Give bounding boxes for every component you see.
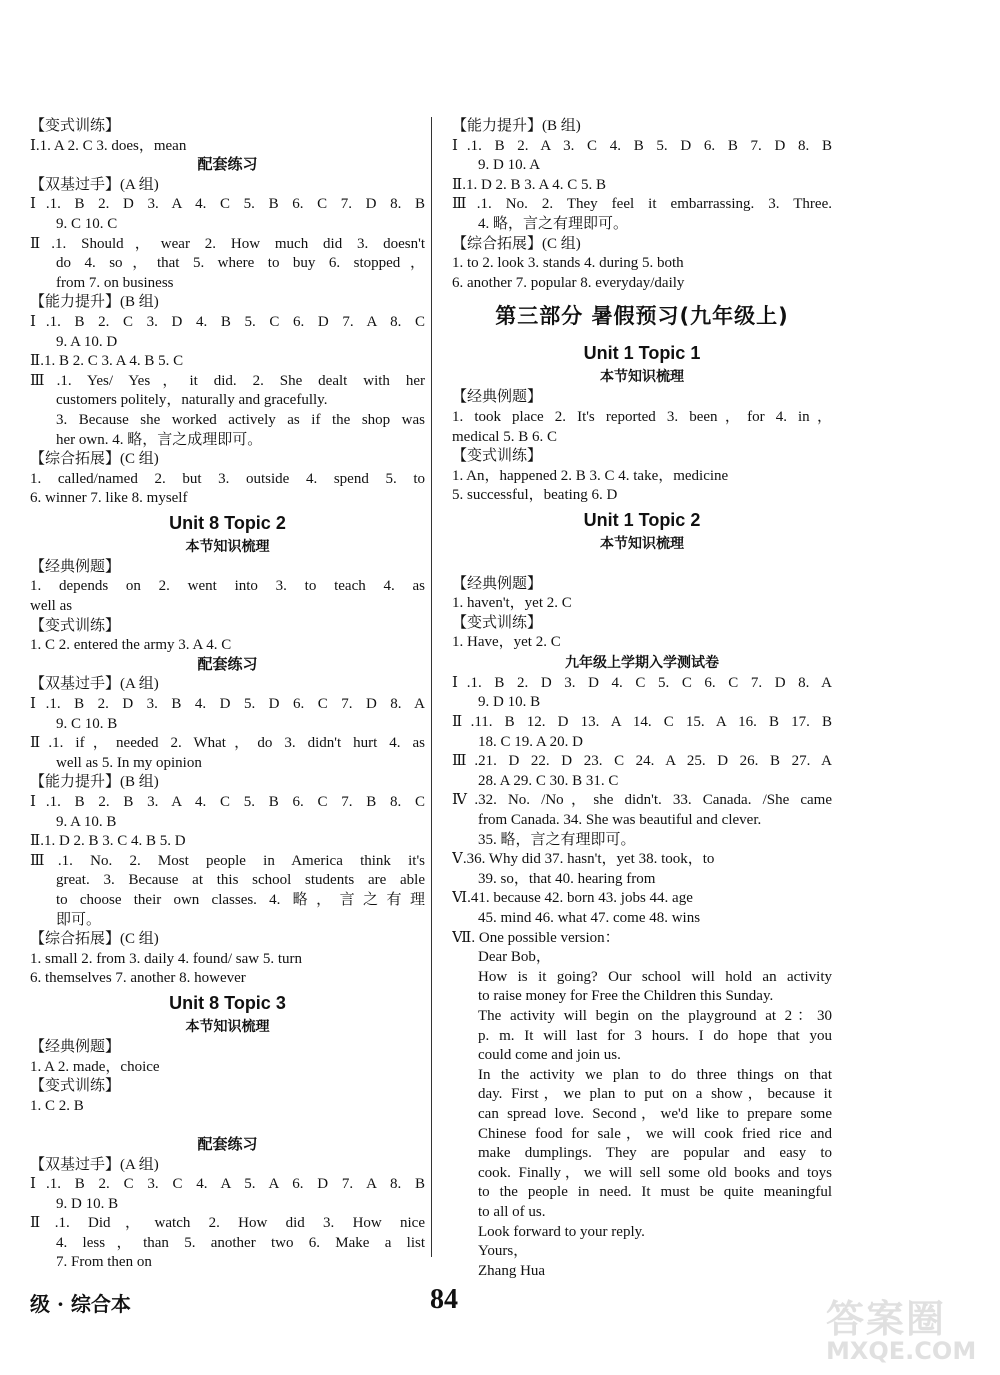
answer-line: Ⅰ.1. B 2. A 3. C 4. B 5. D 6. B 7. D 8. B (452, 137, 832, 154)
answer-line: 本节知识梳理 (185, 538, 270, 555)
answer-line: 【能力提升】(B 组) (452, 118, 581, 134)
answer-line: to the people in need. It must be quite meaningful (478, 1184, 832, 1201)
answer-line: Ⅰ.1. A 2. C 3. does，mean (30, 137, 187, 154)
answer-line: Ⅱ.1. B 2. C 3. A 4. B 5. C (30, 353, 184, 370)
answer-line: Ⅱ.1. Should，wear 2. How much did 3. doesn't (30, 235, 425, 252)
answer-line: Ⅱ.1. Did，watch 2. How did 3. How nice (30, 1215, 425, 1232)
answer-line: 18. C 19. A 20. D (478, 733, 584, 750)
answer-line: Ⅰ.1. B 2. C 3. C 4. A 5. A 6. D 7. A 8. B (30, 1176, 425, 1193)
watermark-url: MXQE.COM (826, 1337, 977, 1365)
answer-line: 本节知识梳理 (600, 535, 684, 552)
answer-line: 【变式训练】 (30, 1078, 121, 1095)
answer-line: 7. From then on (56, 1254, 152, 1271)
answer-line: Ⅴ.36. Why did 37. hasn't，yet 38. took，to (452, 851, 715, 868)
answer-line: Ⅳ.32. No. /No，she didn't. 33. Canada. /She came (452, 792, 832, 809)
answer-line: Ⅱ.11. B 12. D 13. A 14. C 15. A 16. B 17. B (452, 714, 832, 731)
answer-line: 5. successful，beating 6. D (452, 487, 618, 504)
answer-line: 【经典例题】 (30, 1038, 121, 1055)
answer-line: Unit 1 Topic 1 (583, 343, 701, 364)
answer-line: 【经典例题】 (452, 575, 543, 592)
answer-line: Chinese food for sale，we will cook fried rice and (478, 1125, 832, 1142)
answer-line: 1. took place 2. It's reported 3. been，for 4. in， (452, 408, 832, 425)
answer-line: 1. to 2. look 3. stands 4. during 5. both (452, 255, 684, 272)
answer-line: p. m. It will last for 3 hours. I do hope that you (478, 1027, 832, 1044)
answer-line (30, 1116, 425, 1136)
answer-line: 【综合拓展】(C 组) (30, 931, 159, 948)
answer-line: from Canada. 34. She was beautiful and clever. (478, 812, 762, 829)
answer-line: The activity will begin on the playground at 2：30 (478, 1007, 832, 1024)
footer-book-label: 级 · 综合本 (30, 1292, 131, 1316)
answer-line: Zhang Hua (478, 1262, 546, 1279)
answer-line: her own. 4. 略，言之成理即可。 (56, 431, 263, 448)
answer-line: 9. D 10. B (478, 694, 541, 711)
answer-line: 即可。 (56, 911, 102, 928)
answer-line: Ⅰ.1. B 2. B 3. A 4. C 5. B 6. C 7. B 8. C (30, 794, 425, 810)
answer-line: 【双基过手】(A 组) (30, 676, 159, 693)
answer-line: to raise money for Free the Children this Sunday. (478, 988, 774, 1005)
answer-line: Yours， (478, 1243, 529, 1260)
answer-line: 【经典例题】 (30, 558, 121, 575)
answer-line: Ⅰ.1. B 2. D 3. A 4. C 5. B 6. C 7. D 8. B (30, 196, 425, 213)
answer-line: Ⅱ.1. if，needed 2. What，do 3. didn't hurt 4. as (30, 735, 425, 752)
answer-line: Ⅰ.1. B 2. D 3. D 4. C 5. C 6. C 7. D 8. A (452, 674, 832, 691)
answer-line: Ⅲ.21. D 22. D 23. C 24. A 25. D 26. B 27. A (452, 753, 832, 770)
answer-line: 6. themselves 7. another 8. however (30, 970, 246, 987)
answer-line: 本节知识梳理 (600, 369, 684, 386)
answer-line: make dumplings. They are popular and easy to (478, 1145, 832, 1162)
left-column (30, 117, 425, 1273)
answer-line: Ⅵ.41. because 42. born 43. jobs 44. age (452, 890, 693, 907)
watermark-title: 答案圈 (826, 1297, 947, 1341)
answer-line: Ⅲ.1. No. 2. They feel it embarrassing. 3. Three. (452, 196, 832, 213)
answer-line: 9. D 10. A (478, 157, 541, 174)
answer-line: 1. A 2. made，choice (30, 1058, 160, 1075)
answer-line: 6. another 7. popular 8. everyday/daily (452, 274, 685, 291)
answer-line: 【变式训练】 (452, 614, 543, 631)
answer-line: 第三部分 暑假预习(九年级上) (495, 304, 789, 329)
answer-line: could come and join us. (478, 1047, 621, 1064)
answer-line: 【双基过手】(A 组) (30, 1156, 159, 1173)
answer-line: 1. small 2. from 3. daily 4. found/ saw 5. turn (30, 950, 303, 967)
answer-line: cook. Finally，we will sell some old books and toys (478, 1164, 832, 1181)
answer-line: do 4. so，that 5. where to buy 6. stopped， (56, 255, 425, 272)
answer-line: well as 5. In my opinion (56, 754, 202, 771)
answer-line: How is it going? Our school will hold an activity (478, 968, 832, 985)
answer-line: day. First，we plan to put on a show，because it (478, 1086, 832, 1103)
answer-line: 【经典例题】 (452, 389, 543, 406)
answer-line: 1. C 2. entered the army 3. A 4. C (30, 637, 232, 654)
answer-line: Ⅲ.1. No. 2. Most people in America think it's (30, 852, 425, 869)
answer-line: Ⅱ.1. D 2. B 3. C 4. B 5. D (30, 833, 186, 850)
answer-line: 【综合拓展】(C 组) (30, 451, 159, 468)
answer-line: 1. An，happened 2. B 3. C 4. take，medicine (452, 467, 729, 484)
answer-line: to all of us. (478, 1203, 546, 1220)
answer-line: customers politely，naturally and gracefully. (56, 392, 328, 409)
answer-line: 9. A 10. B (56, 813, 117, 830)
answer-line: 6. winner 7. like 8. myself (30, 490, 188, 507)
answer-line: 1. C 2. B (30, 1097, 84, 1114)
answer-line: Unit 8 Topic 3 (169, 992, 286, 1013)
answer-line: Ⅱ.1. D 2. B 3. A 4. C 5. B (452, 176, 606, 193)
answer-line: 【双基过手】(A 组) (30, 176, 159, 193)
answer-line: 配套练习 (197, 157, 258, 174)
answer-line: 28. A 29. C 30. B 31. C (478, 772, 619, 789)
answer-line: 1. haven't，yet 2. C (452, 595, 572, 612)
answer-line: to choose their own classes. 4. 略，言之有理 (56, 891, 425, 908)
answer-line: great. 3. Because at this school students are able (56, 872, 425, 889)
answer-line: 4. less，than 5. another two 6. Make a list (56, 1234, 425, 1251)
answer-line: 【变式训练】 (30, 617, 121, 634)
answer-line: 【能力提升】(B 组) (30, 774, 159, 791)
answer-line: Ⅲ.1. Yes/ Yes，it did. 2. She dealt with her (30, 372, 425, 389)
answer-line: Dear Bob， (478, 949, 551, 966)
watermark-logo (826, 1288, 996, 1368)
answer-line: 【能力提升】(B 组) (30, 294, 159, 311)
answer-line: 39. so，that 40. hearing from (478, 870, 656, 887)
answer-line: In the activity we plan to do three things on that (478, 1066, 832, 1083)
page-number: 84 (430, 1284, 458, 1315)
answer-line: 【变式训练】 (452, 448, 543, 465)
answer-line: Ⅶ. One possible version： (452, 929, 620, 946)
answer-line (452, 555, 832, 575)
answer-line: 配套练习 (197, 1136, 258, 1153)
answer-line: 配套练习 (197, 656, 258, 673)
answer-line: 3. Because she worked actively as if the shop was (56, 411, 425, 428)
answer-line: 本节知识梳理 (185, 1018, 270, 1035)
answer-line: 9. D 10. B (56, 1195, 119, 1212)
right-column (452, 117, 832, 1281)
answer-line: Unit 1 Topic 2 (583, 509, 701, 530)
answer-line: Look forward to your reply. (478, 1223, 645, 1240)
answer-line: 9. A 10. D (56, 333, 118, 350)
answer-line: well as (30, 598, 73, 615)
answer-line: 4. 略，言之有理即可。 (478, 215, 629, 232)
answer-line: 9. C 10. C (56, 215, 118, 232)
answer-line: Unit 8 Topic 2 (169, 512, 286, 533)
answer-line: 1. depends on 2. went into 3. to teach 4. as (30, 578, 425, 595)
answer-line: 45. mind 46. what 47. come 48. wins (478, 910, 701, 926)
answer-line: 【综合拓展】(C 组) (452, 235, 581, 252)
answer-line: medical 5. B 6. C (452, 428, 557, 445)
answer-line: Ⅰ.1. B 2. C 3. D 4. B 5. C 6. D 7. A 8. C (30, 313, 425, 330)
answer-line: 【变式训练】 (30, 118, 121, 134)
answer-line: 9. C 10. B (56, 715, 118, 732)
answer-line: can spread love. Second，we'd like to prepare some (478, 1105, 832, 1122)
answer-line: 1. Have，yet 2. C (452, 634, 561, 651)
answer-line: 1. called/named 2. but 3. outside 4. spend 5. to (30, 470, 425, 487)
answer-line: Ⅰ.1. B 2. D 3. B 4. D 5. D 6. C 7. D 8. A (30, 696, 425, 713)
answer-line: 九年级上学期入学测试卷 (565, 654, 719, 671)
column-divider (431, 117, 432, 1257)
answer-line: from 7. on business (56, 274, 174, 291)
answer-line: 35. 略，言之有理即可。 (478, 831, 636, 848)
